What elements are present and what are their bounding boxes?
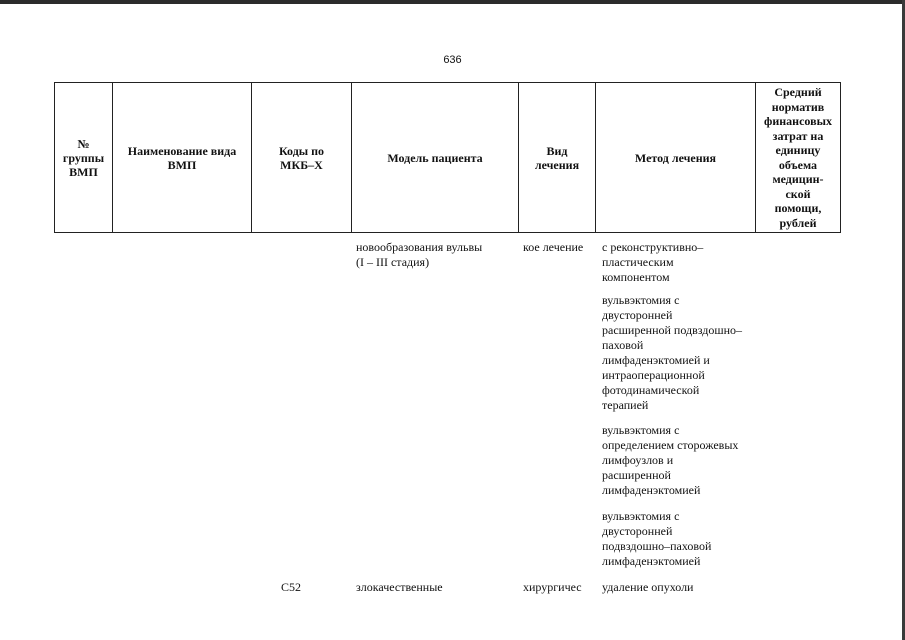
header-avg-cost: Средний норматив финансовых затрат на единицу объема медицин- ской помощи, рублей	[764, 85, 832, 230]
page-number: 636	[443, 54, 462, 66]
header-patient-model: Модель пациента	[387, 150, 483, 165]
row2-patient-model: злокачественные	[356, 580, 443, 594]
row1-treatment-type: кое лечение	[523, 240, 584, 254]
row1-method-4: вульвэктомия с двусторонней подвздошно–паховой лимфаденэктомией	[602, 509, 712, 568]
header-group-no: № группы ВМП	[62, 136, 105, 179]
row2-method: удаление опухоли	[602, 580, 694, 594]
header-treatment-type: Вид лечения	[534, 143, 580, 172]
header-vmp-name: Наименование вида ВМП	[127, 143, 237, 172]
row2-icd-code: C52	[281, 580, 302, 594]
scan-edge-top	[0, 0, 905, 4]
row1-patient-model: новообразования вульвы (I – III стадия)	[356, 240, 483, 269]
row1-method-1: с реконструктивно– пластическим компонентом	[602, 240, 704, 284]
row1-method-2: вульвэктомия с двусторонней расширенной подвздошно– паховой лимфаденэктомией и интраоперационной фотодинамической терапией	[602, 293, 743, 412]
row1-method-3: вульвэктомия с определением сторожевых лимфоузлов и расширенной лимфаденэктомией	[602, 423, 739, 497]
header-icd-codes: Коды по МКБ–Х	[278, 143, 325, 172]
header-treatment-method: Метод лечения	[634, 150, 717, 165]
row2-treatment-type: хирургичес	[523, 580, 582, 594]
